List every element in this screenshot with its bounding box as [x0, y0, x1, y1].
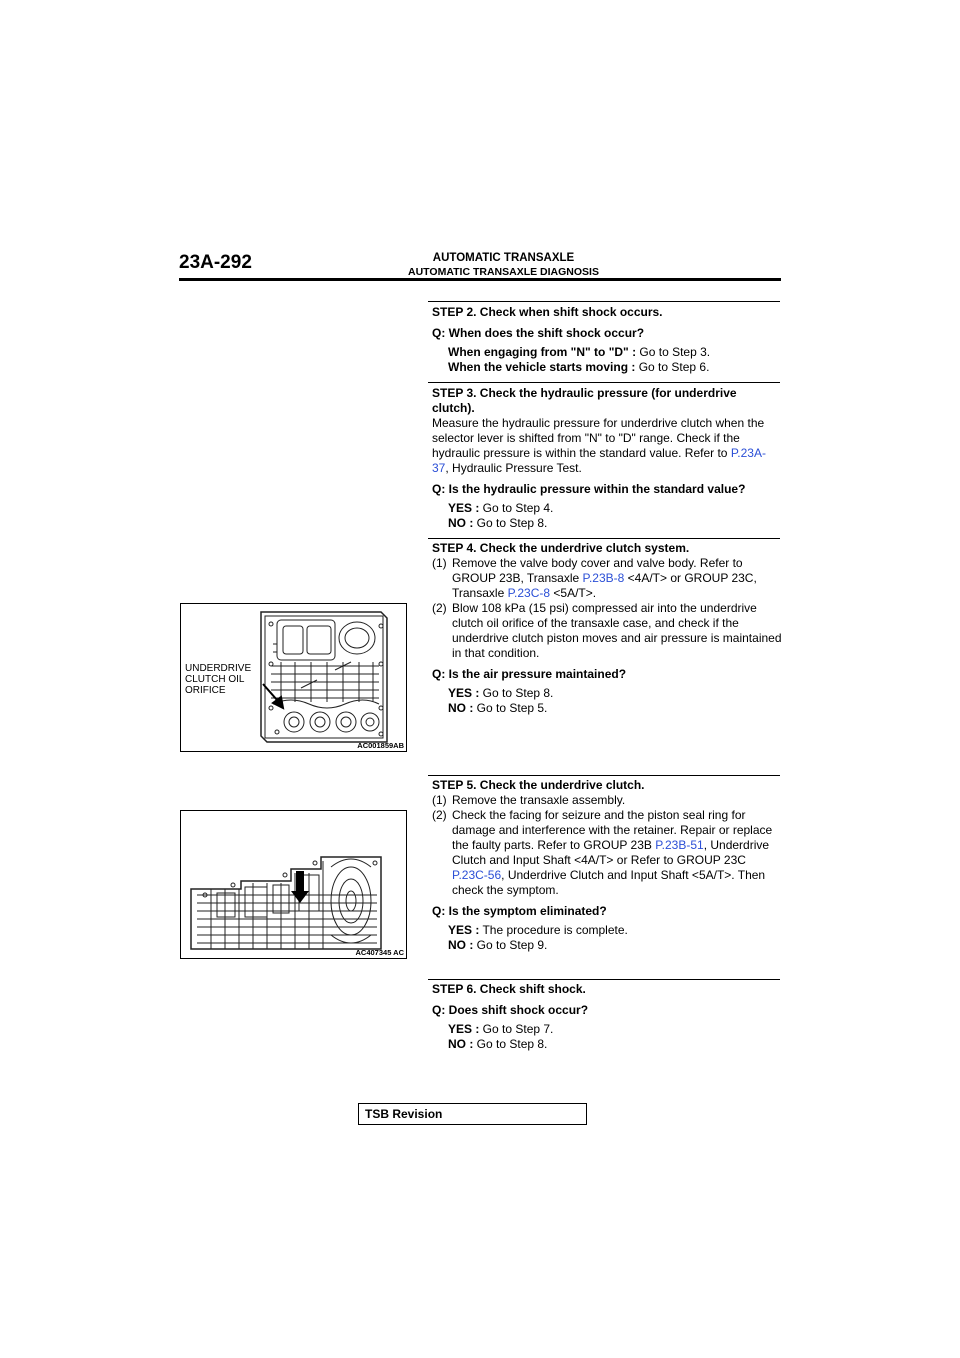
step3-heading: STEP 3. Check the hydraulic pressure (for underdrive clutch). [432, 386, 737, 415]
item-text [452, 808, 782, 898]
item-text-part: , Underdrive Clutch and Input Shaft <5A/T>. Then check the symptom. [452, 868, 766, 897]
body-text: , Hydraulic Pressure Test. [445, 461, 582, 475]
step4-item-2 [432, 601, 782, 661]
step2-answer-1 [432, 345, 782, 360]
step3-block [432, 386, 782, 531]
ref-link[interactable]: P.23B-51 [655, 838, 704, 852]
step5-block [432, 778, 782, 953]
figure-code: AC001859AB [357, 741, 404, 750]
step6-no [432, 1037, 782, 1052]
step5-no [432, 938, 782, 953]
no-text: Go to Step 8. [473, 1037, 548, 1051]
yes-text: Go to Step 7. [479, 1022, 554, 1036]
body-text: Measure the hydraulic pressure for underdrive clutch when the selector lever is shifted from "N" to "D" range. Check if the hydraulic pressure is within the standard value. Refer to [432, 416, 765, 460]
page-number: 23A-292 [179, 252, 252, 273]
yes-text: Go to Step 8. [479, 686, 554, 700]
yes-label: YES : [448, 686, 480, 700]
step3-body [432, 416, 782, 476]
step6-heading: STEP 6. Check shift shock. [432, 982, 586, 996]
item-number: (2) [432, 601, 447, 615]
figure-callout [185, 663, 251, 696]
no-label: NO : [448, 1037, 474, 1051]
section-subtitle: AUTOMATIC TRANSAXLE DIAGNOSIS [408, 266, 599, 278]
step2-question: Q: When does the shift shock occur? [432, 326, 645, 340]
no-text: Go to Step 9. [473, 938, 548, 952]
yes-label: YES : [448, 501, 480, 515]
yes-label: YES : [448, 1022, 480, 1036]
item-text-part: Check the facing for seizure and the piston seal ring for damage and interference with the retainer. Repair or replace the faulty parts. Refer to GROUP 23B [452, 808, 773, 852]
tsb-revision-box [358, 1103, 587, 1125]
item-text: Blow 108 kPa (15 psi) compressed air into the underdrive clutch oil orifice of the transaxle case, and check if the underdrive clutch piston moves and air pressure is maintained in that condition. [452, 601, 782, 660]
step5-rule [428, 775, 780, 776]
step4-no [432, 701, 782, 716]
step3-question: Q: Is the hydraulic pressure within the standard value? [432, 482, 746, 496]
item-text-part: <5A/T>. [550, 586, 597, 600]
item-text-part: <4A/T> or GROUP 23C, Transaxle [452, 571, 757, 600]
callout-line: CLUTCH OIL [185, 674, 245, 685]
step3-rule [428, 382, 780, 383]
tsb-revision-label: TSB Revision [365, 1107, 443, 1121]
yes-label: YES : [448, 923, 480, 937]
step6-question: Q: Does shift shock occur? [432, 1003, 589, 1017]
step4-item-1 [432, 556, 782, 601]
step4-heading: STEP 4. Check the underdrive clutch system. [432, 541, 690, 555]
answer-text: Go to Step 6. [635, 360, 710, 374]
yes-text: Go to Step 4. [479, 501, 554, 515]
no-label: NO : [448, 701, 474, 715]
ref-link[interactable]: P.23C-8 [507, 586, 551, 600]
step6-block [432, 982, 782, 1052]
no-text: Go to Step 8. [473, 516, 548, 530]
step2-rule [428, 301, 780, 302]
step5-heading: STEP 5. Check the underdrive clutch. [432, 778, 645, 792]
step4-block [432, 541, 782, 716]
step2-answer-2 [432, 360, 782, 375]
item-text-part: , Underdrive Clutch and Input Shaft <4A/T> or Refer to GROUP 23C [452, 838, 770, 867]
step5-yes [432, 923, 782, 938]
no-label: NO : [448, 938, 474, 952]
step4-question: Q: Is the air pressure maintained? [432, 667, 627, 681]
answer-label: When engaging from "N" to "D" : [448, 345, 637, 359]
step5-question: Q: Is the symptom eliminated? [432, 904, 607, 918]
answer-text: Go to Step 3. [636, 345, 711, 359]
callout-line: ORIFICE [185, 685, 226, 696]
step5-item-1 [432, 793, 782, 808]
step6-yes [432, 1022, 782, 1037]
item-number: (1) [432, 793, 447, 807]
figure-code: AC407345 AC [355, 948, 404, 957]
step3-no [432, 516, 782, 531]
figure-transaxle [180, 810, 407, 959]
no-text: Go to Step 5. [473, 701, 548, 715]
ref-link[interactable]: P.23C-56 [452, 868, 502, 882]
step4-rule [428, 538, 780, 539]
item-number: (1) [432, 556, 447, 570]
figure-valve-body [180, 603, 407, 752]
item-text-part: Remove the valve body cover and valve body. Refer to GROUP 23B, Transaxle [452, 556, 743, 585]
item-text: Remove the transaxle assembly. [452, 793, 626, 807]
ref-link[interactable]: P.23B-8 [582, 571, 625, 585]
step2-heading: STEP 2. Check when shift shock occurs. [432, 305, 663, 319]
step3-yes [432, 501, 782, 516]
no-label: NO : [448, 516, 474, 530]
section-title: AUTOMATIC TRANSAXLE [432, 252, 575, 264]
ref-link[interactable]: P.23A-37 [432, 446, 766, 475]
item-number: (2) [432, 808, 447, 822]
transaxle-illustration [181, 811, 406, 958]
yes-text: The procedure is complete. [479, 923, 628, 937]
callout-line: UNDERDRIVE [185, 663, 252, 674]
step5-item-2 [432, 808, 782, 898]
step4-yes [432, 686, 782, 701]
item-text [452, 556, 782, 601]
header-rule [179, 278, 781, 281]
answer-label: When the vehicle starts moving : [448, 360, 636, 374]
step2-block [432, 305, 782, 375]
step6-rule [428, 979, 780, 980]
